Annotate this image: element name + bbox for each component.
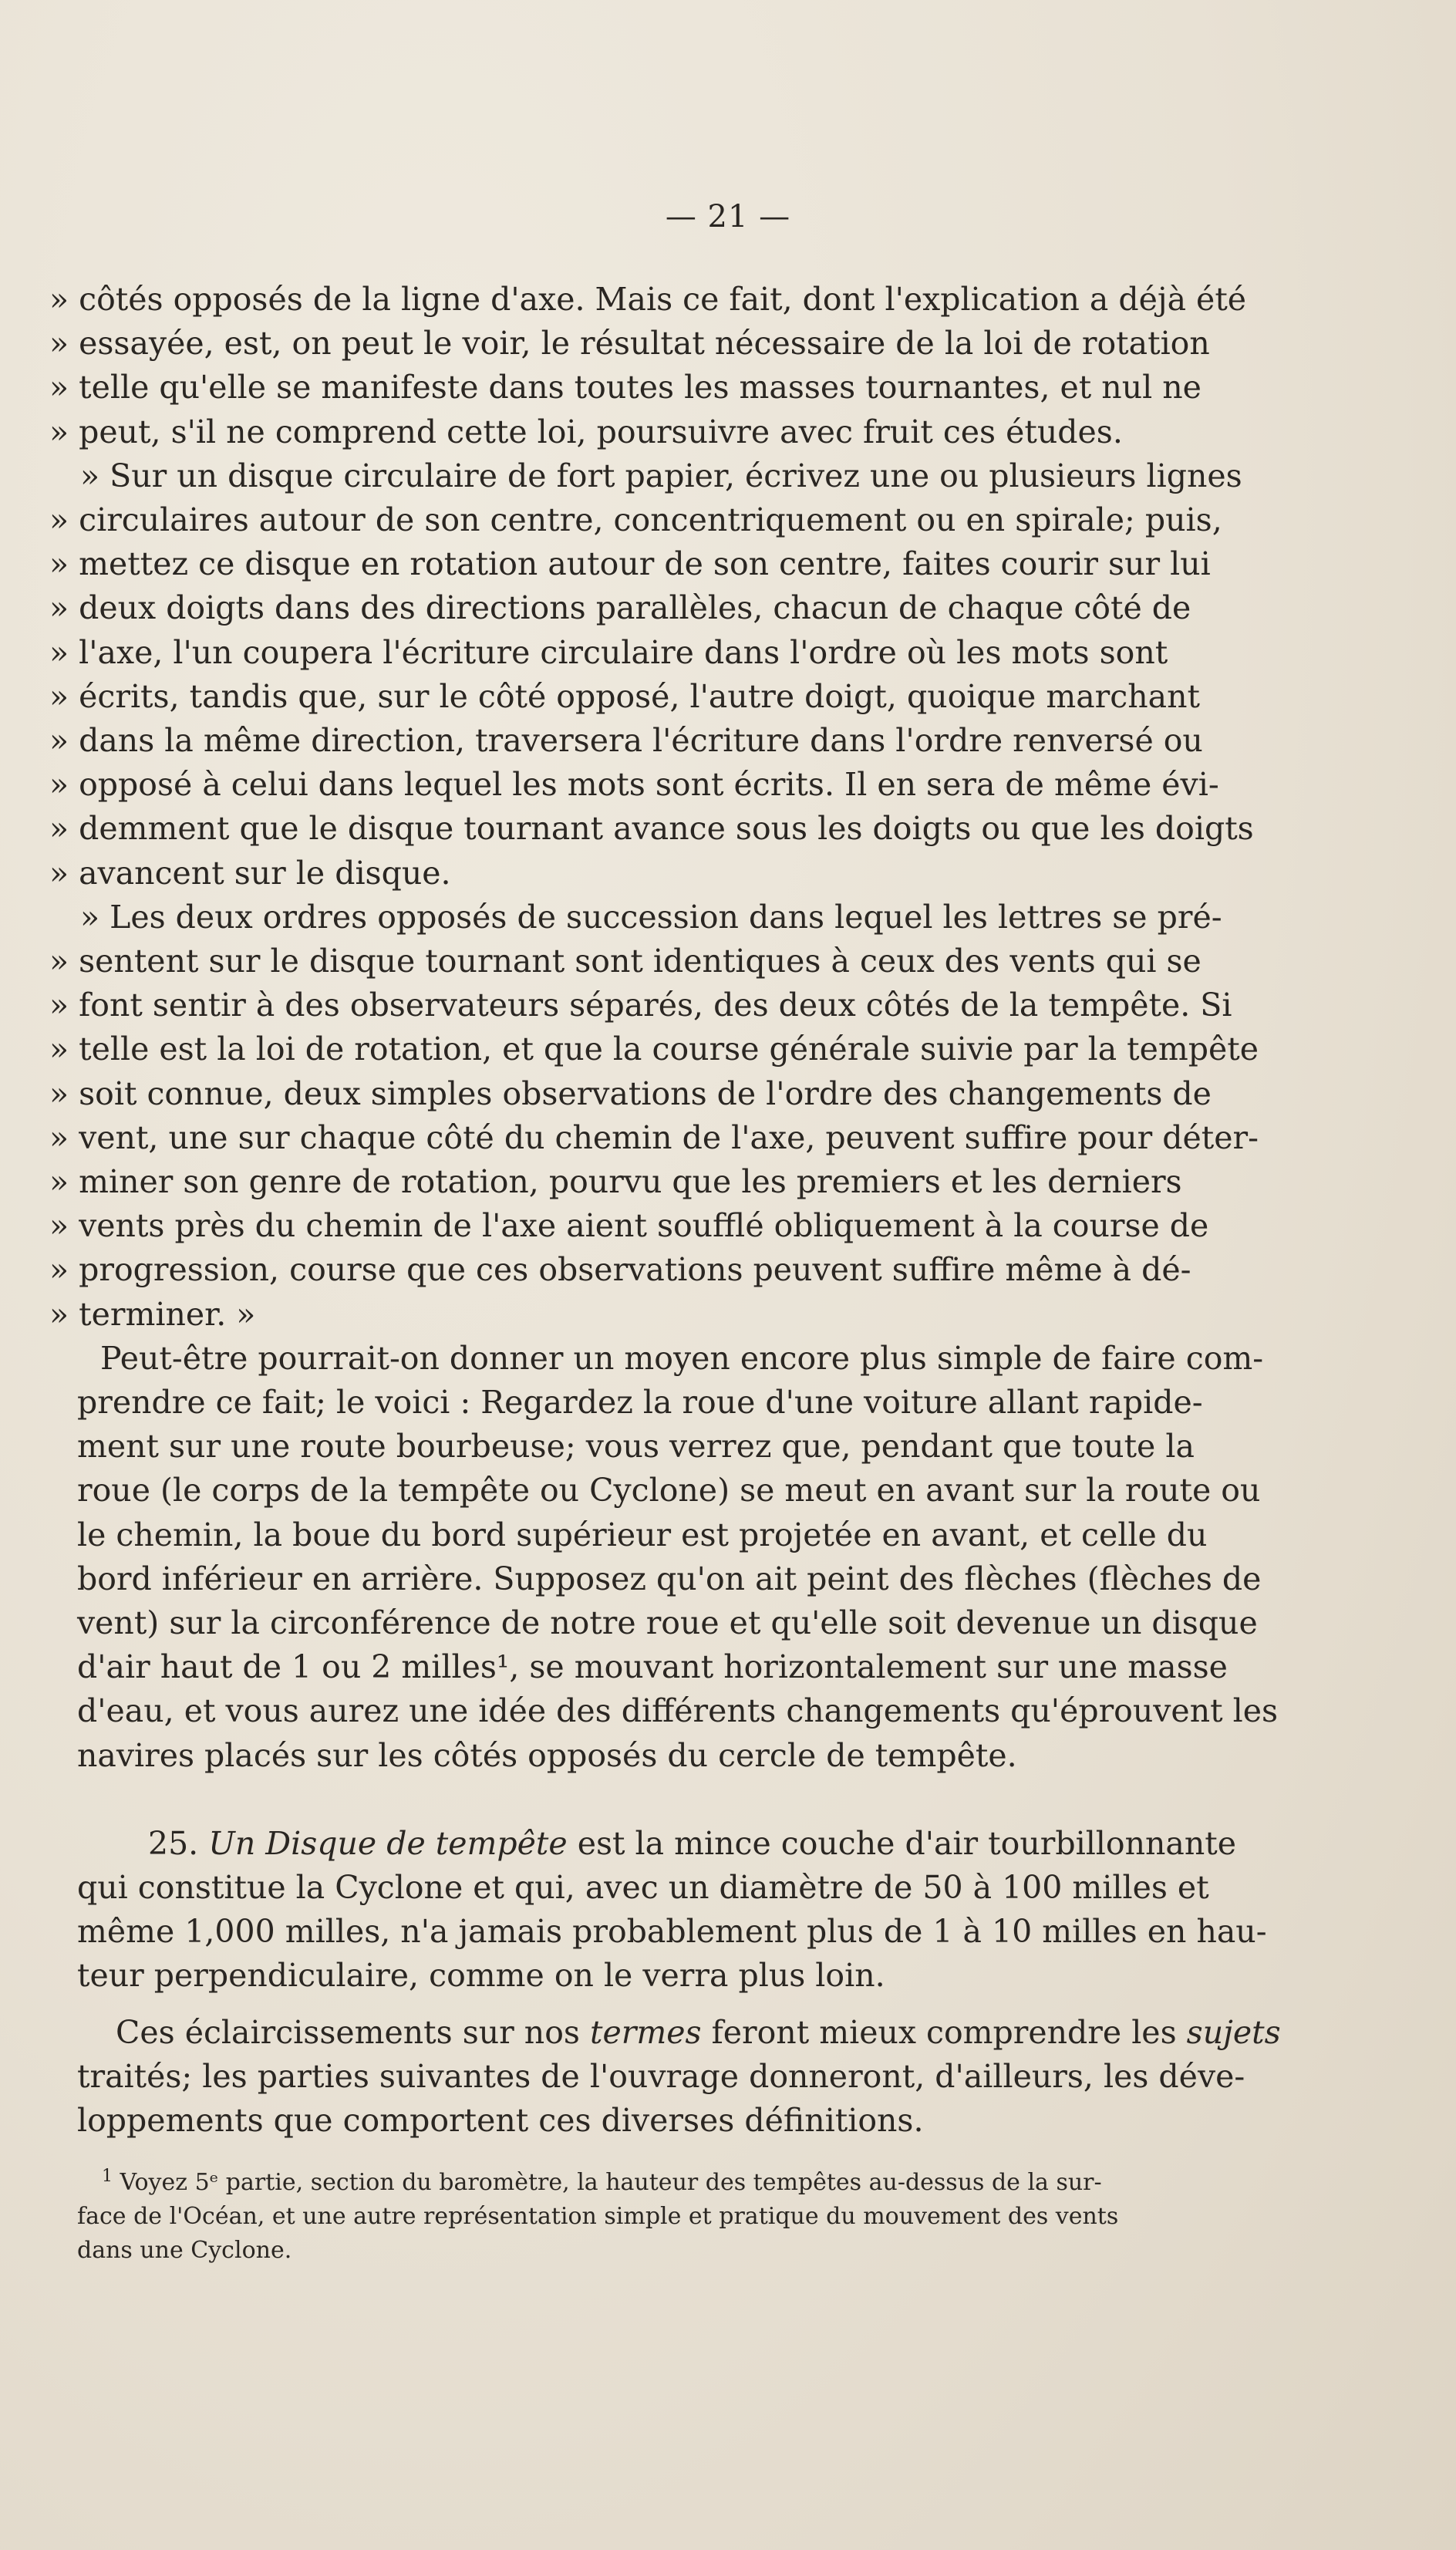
text-line: Peut-être pourrait-on donner un moyen encore plus simple de faire com-	[100, 1340, 1264, 1377]
para-25-rest: est la mince couche d'air tourbillonnante	[577, 1825, 1237, 1862]
closing-line-3: loppements que comportent ces diverses définitions.	[77, 2102, 924, 2139]
text-line: » font sentir à des observateurs séparés, des deux côtés de la tempête. Si	[49, 987, 1232, 1024]
closing-text-b: feront mieux comprendre les	[711, 2014, 1177, 2051]
text-line: le chemin, la boue du bord supérieur est projetée en avant, et celle du	[77, 1516, 1208, 1553]
text-line: » miner son genre de rotation, pourvu que les premiers et les derniers	[49, 1163, 1182, 1200]
para-25-line-4: teur perpendiculaire, comme on le verra plus loin.	[77, 1957, 885, 1994]
text-line: bord inférieur en arrière. Supposez qu'on ait peint des flèches (flèches de	[77, 1560, 1262, 1597]
text-line: » peut, s'il ne comprend cette loi, poursuivre avec fruit ces études.	[49, 413, 1123, 450]
para-25-line-2: qui constitue la Cyclone et qui, avec un diamètre de 50 à 100 milles et	[77, 1869, 1209, 1906]
text-line: » dans la même direction, traversera l'écriture dans l'ordre renversé ou	[49, 722, 1203, 759]
para-25-number: 25.	[148, 1825, 199, 1862]
text-line: ment sur une route bourbeuse; vous verrez que, pendant que toute la	[77, 1428, 1195, 1465]
para-25-line-3: même 1,000 milles, n'a jamais probablement plus de 1 à 10 milles en hau-	[77, 1913, 1267, 1950]
text-line: navires placés sur les côtés opposés du cercle de tempête.	[77, 1737, 1017, 1774]
text-line: » progression, course que ces observations peuvent suffire même à dé-	[49, 1251, 1191, 1288]
closing-line-2: traités; les parties suivantes de l'ouvrage donneront, d'ailleurs, les déve-	[77, 2058, 1245, 2095]
text-line: » côtés opposés de la ligne d'axe. Mais ce fait, dont l'explication a déjà été	[49, 281, 1247, 318]
text-line: d'air haut de 1 ou 2 milles¹, se mouvant horizontalement sur une masse	[77, 1648, 1228, 1685]
text-line: » sentent sur le disque tournant sont identiques à ceux des vents qui se	[49, 943, 1202, 980]
text-line: » essayée, est, on peut le voir, le résultat nécessaire de la loi de rotation	[49, 325, 1210, 362]
closing-term-2: sujets	[1186, 2014, 1281, 2051]
text-line: » soit connue, deux simples observations de l'ordre des changements de	[49, 1075, 1212, 1112]
text-line: vent) sur la circonférence de notre roue et qu'elle soit devenue un disque	[77, 1604, 1258, 1641]
footnote-line-1	[102, 2167, 1102, 2198]
footnote-line-3: dans une Cyclone.	[77, 2237, 292, 2264]
footnote-marker: 1	[102, 2167, 113, 2186]
para-25-line-1	[102, 1822, 1236, 1865]
closing-term: termes	[589, 2014, 702, 2051]
text-line: » demment que le disque tournant avance sous les doigts ou que les doigts	[49, 810, 1254, 847]
text-line: » écrits, tandis que, sur le côté opposé, l'autre doigt, quoique marchant	[49, 678, 1200, 715]
text-line: » circulaires autour de son centre, concentriquement ou en spirale; puis,	[49, 501, 1222, 538]
text-line: » telle qu'elle se manifeste dans toutes les masses tournantes, et nul ne	[49, 369, 1202, 406]
text-line: » telle est la loi de rotation, et que la course générale suivie par la tempête	[49, 1030, 1259, 1068]
text-line: » vent, une sur chaque côté du chemin de l'axe, peuvent suffire pour déter-	[49, 1119, 1259, 1156]
text-line: d'eau, et vous aurez une idée des différents changements qu'éprouvent les	[77, 1692, 1279, 1729]
text-line: » mettez ce disque en rotation autour de son centre, faites courir sur lui	[49, 545, 1211, 582]
closing-line-1	[116, 2011, 1281, 2054]
footnote-text-1: Voyez 5ᵉ partie, section du baromètre, la hauteur des tempêtes au-dessus de la sur-	[120, 2169, 1102, 2196]
text-line: » opposé à celui dans lequel les mots sont écrits. Il en sera de même évi-	[49, 766, 1219, 803]
page-number: — 21 —	[665, 199, 791, 234]
text-line: » l'axe, l'un coupera l'écriture circulaire dans l'ordre où les mots sont	[49, 634, 1168, 671]
text-line: prendre ce fait; le voici : Regardez la roue d'une voiture allant rapide-	[77, 1384, 1203, 1421]
text-line: roue (le corps de la tempête ou Cyclone) se meut en avant sur la route ou	[77, 1472, 1261, 1509]
text-line: » avancent sur le disque.	[49, 855, 451, 892]
text-line: » terminer. »	[49, 1296, 256, 1333]
text-line: » vents près du chemin de l'axe aient soufflé obliquement à la course de	[49, 1207, 1209, 1244]
footnote-line-2: face de l'Océan, et une autre représentation simple et pratique du mouvement des vents	[77, 2203, 1119, 2230]
text-line: » Sur un disque circulaire de fort papier, écrivez une ou plusieurs lignes	[80, 457, 1242, 494]
text-line: » deux doigts dans des directions parallèles, chacun de chaque côté de	[49, 589, 1191, 626]
text-line: » Les deux ordres opposés de succession dans lequel les lettres se pré-	[80, 899, 1222, 936]
closing-text-a: Ces éclaircissements sur nos	[116, 2014, 580, 2051]
para-25-term: Un Disque de tempête	[208, 1825, 568, 1862]
